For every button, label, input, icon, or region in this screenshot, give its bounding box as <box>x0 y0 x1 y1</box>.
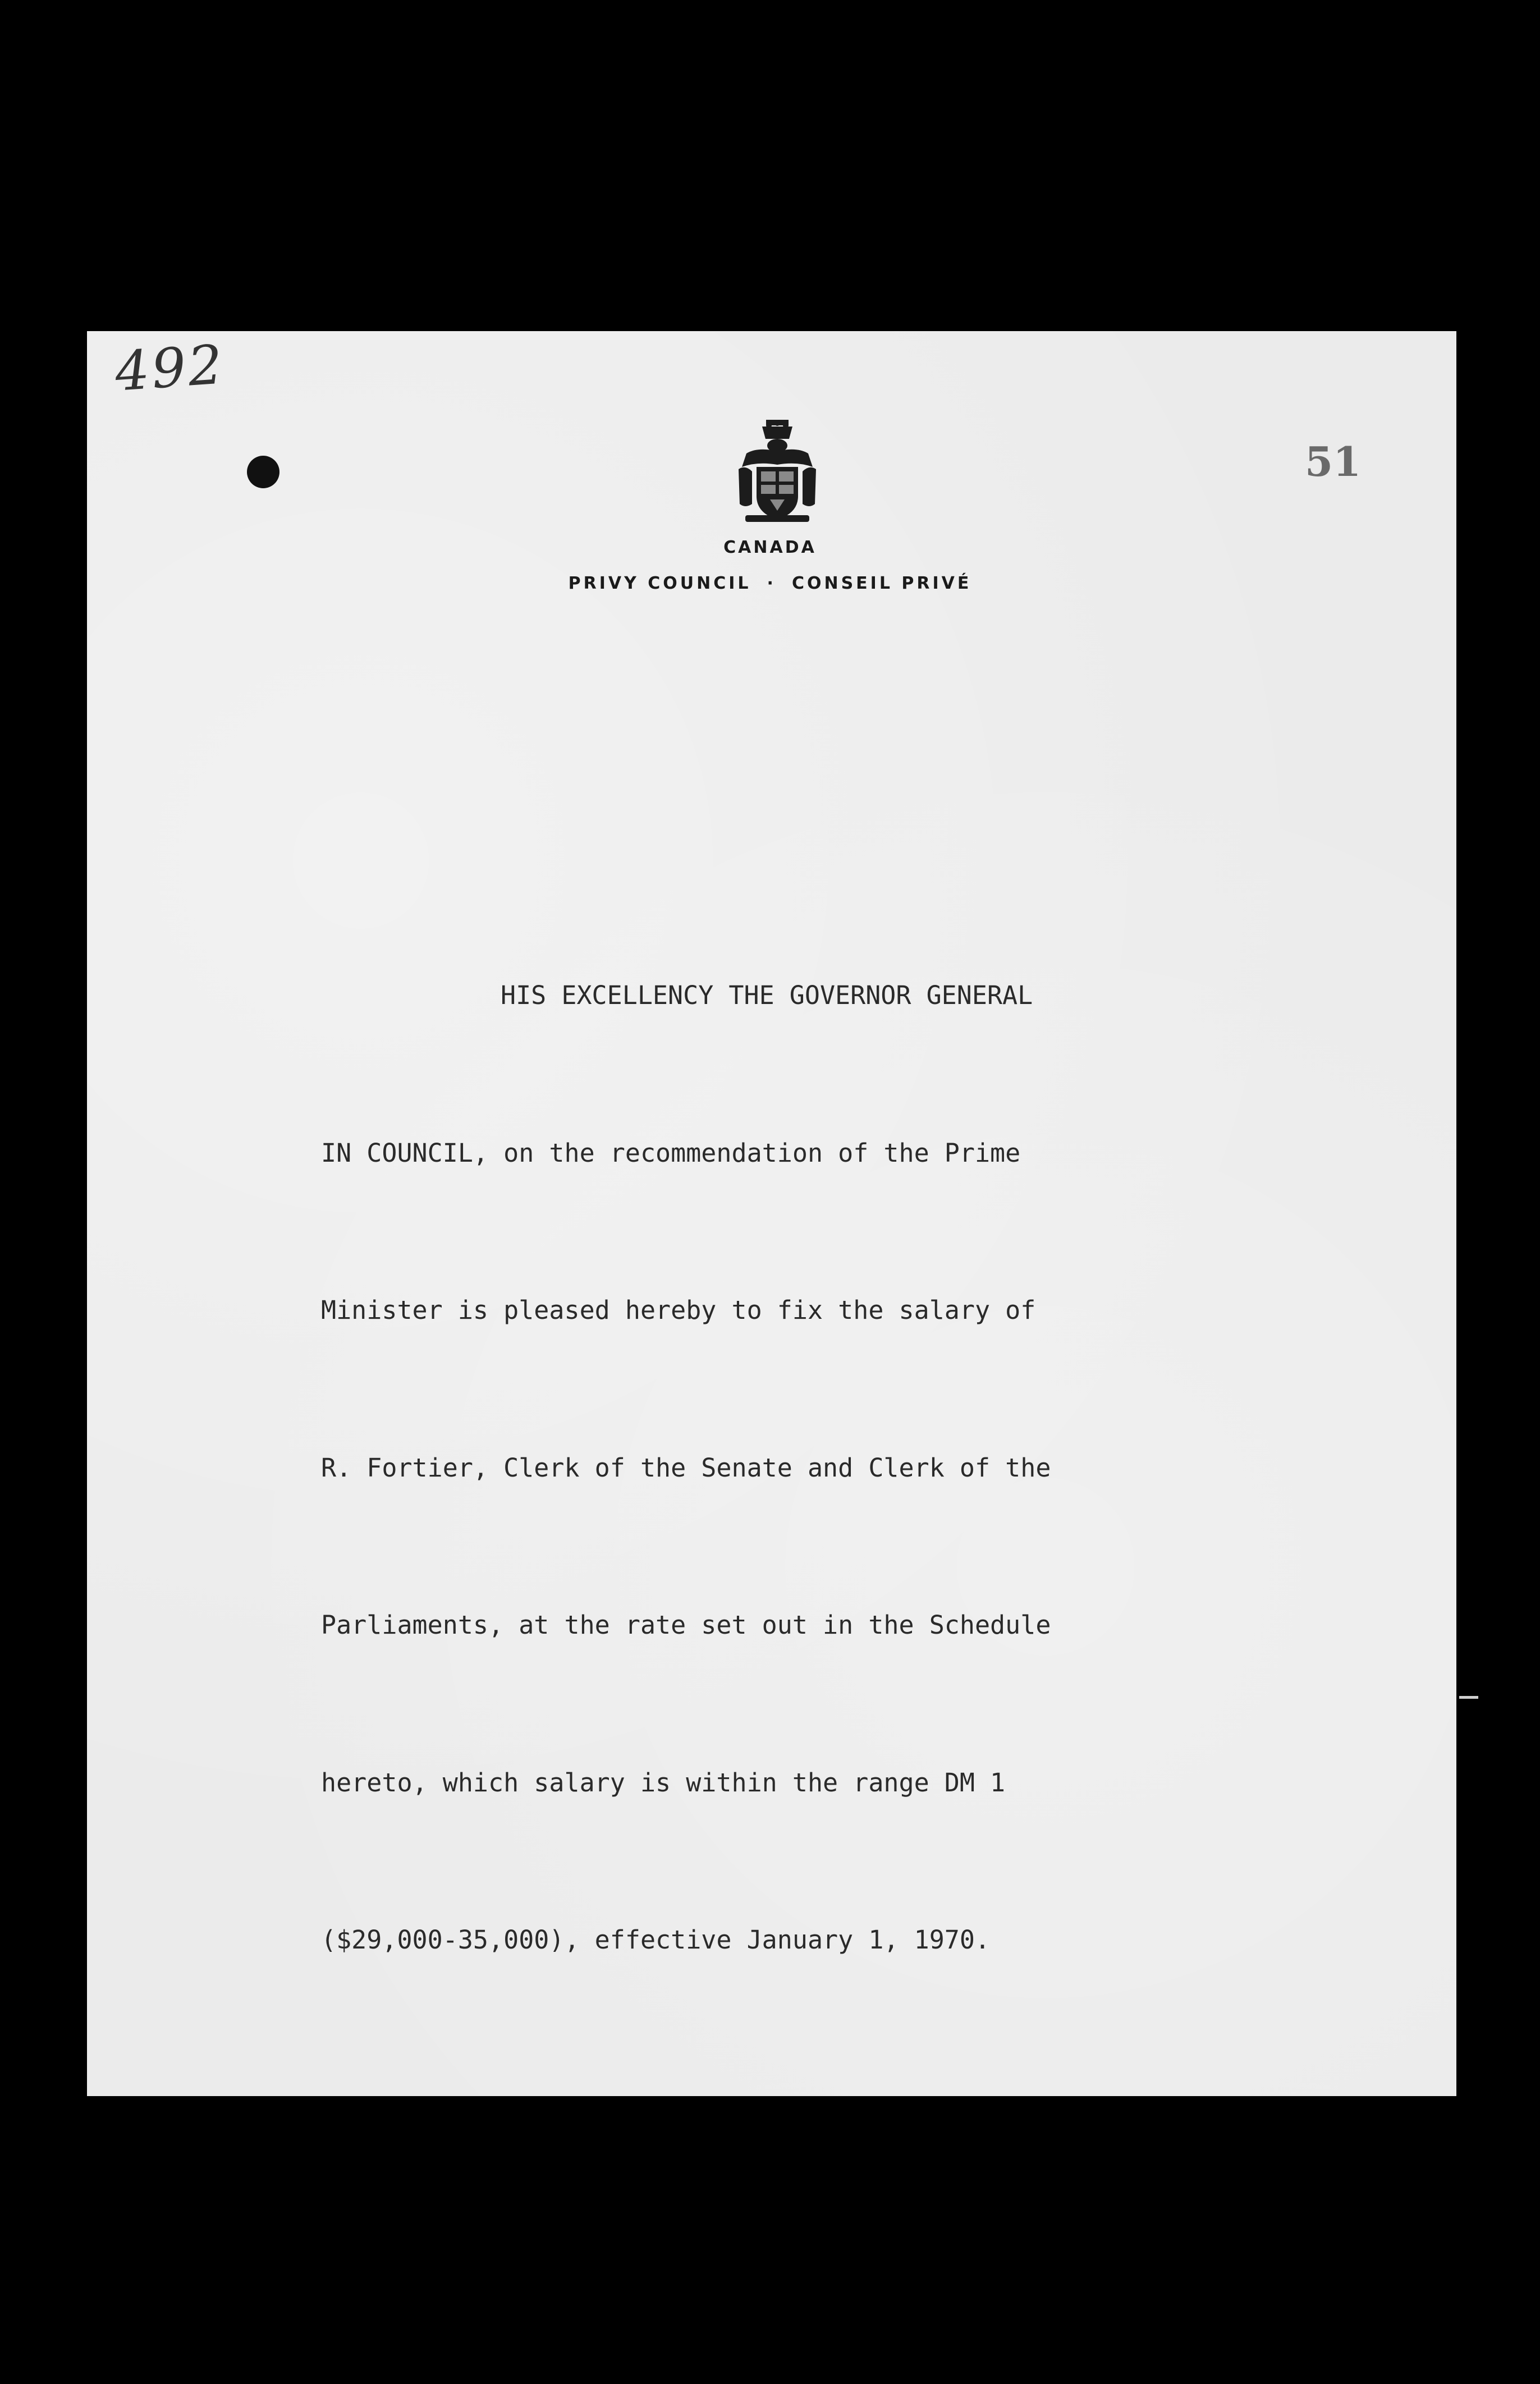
office-separator: · <box>767 574 776 593</box>
edge-mark <box>1459 1696 1478 1699</box>
order-in-council-text <box>321 864 1163 2019</box>
office-english: PRIVY COUNCIL <box>568 574 751 593</box>
body-line: ($29,000-35,000), effective January 1, 1970. <box>321 1925 991 1955</box>
body-line: hereto, which salary is within the range DM 1 <box>321 1767 1006 1798</box>
body-line: HIS EXCELLENCY THE GOVERNOR GENERAL <box>501 980 1033 1010</box>
coat-of-arms-icon <box>735 420 819 524</box>
stamped-page-number: 51 <box>1305 438 1362 485</box>
body-line: IN COUNCIL, on the recommendation of the Prime <box>321 1138 1021 1168</box>
letterhead-office <box>0 574 1540 593</box>
handwritten-page-number: 492 <box>113 333 227 404</box>
body-line: Minister is pleased hereby to fix the salary of <box>321 1295 1036 1325</box>
body-line: R. Fortier, Clerk of the Senate and Clerk of the <box>321 1452 1051 1483</box>
office-french: CONSEIL PRIVÉ <box>791 574 972 593</box>
letterhead-country: CANADA <box>723 538 817 557</box>
body-line: Parliaments, at the rate set out in the Schedule <box>321 1610 1051 1640</box>
punch-hole <box>247 456 279 488</box>
